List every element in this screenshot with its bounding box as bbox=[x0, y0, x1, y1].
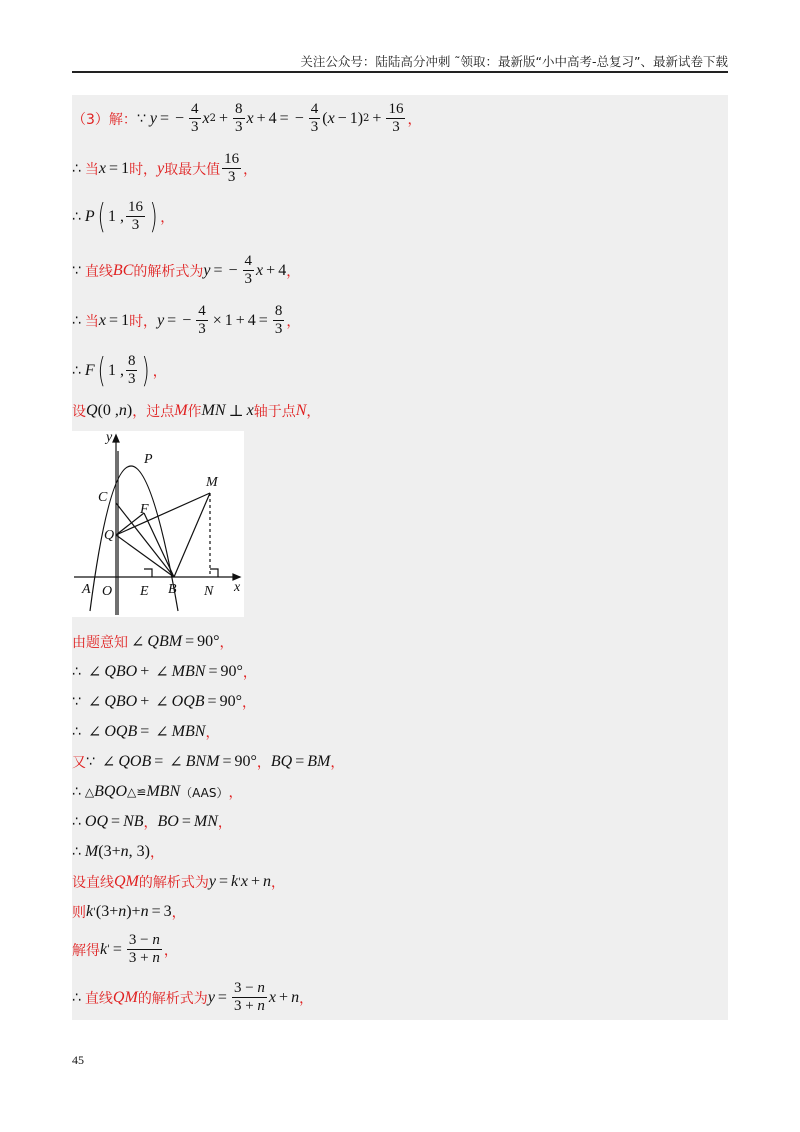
line-11: ∴ ∠ OQB = ∠ MBN ， bbox=[72, 723, 220, 741]
label-x: x bbox=[234, 580, 241, 595]
line-18: 解得 k ' = $\frac{3 - n}{3 + n}$ ， bbox=[72, 932, 178, 966]
line-16: 设直线 QM 的解析式为 y = k ' x + n ， bbox=[72, 873, 286, 891]
label-M: M bbox=[206, 475, 218, 490]
page-header bbox=[72, 52, 728, 72]
line-4: ∵ 直线 BC 的解析式为 y = − $\frac{4}{3}$ x + 4 ， bbox=[72, 253, 301, 287]
solution-panel bbox=[72, 95, 728, 1020]
line-19: ∴ 直线 QM 的解析式为 y = $\frac{3 - n}{3 + n}$ x + n ， bbox=[72, 980, 314, 1014]
label-B: B bbox=[168, 582, 177, 597]
because-symbol: ∵ bbox=[136, 110, 146, 127]
line-7: 设 Q (0 , n ) ，过点 M 作 MN ⊥ x 轴于点 N ， bbox=[72, 402, 321, 420]
label-A: A bbox=[82, 582, 91, 597]
line-15: ∴ M (3+ n , 3) ， bbox=[72, 843, 164, 861]
line-9: ∴ ∠ QBO + ∠ MBN = 90° ， bbox=[72, 663, 257, 681]
part-label: （3）解： bbox=[72, 111, 137, 128]
label-P: P bbox=[144, 452, 153, 467]
line-10: ∵ ∠ QBO + ∠ OQB = 90° ， bbox=[72, 693, 256, 711]
line-17: 则 k ' (3+ n )+ n = 3 ， bbox=[72, 903, 186, 921]
line-5: ∴ 当 x = 1 时， y = − $\frac{4}{3}$ × 1 + 4 = $\frac{8}{3}$ ， bbox=[72, 303, 301, 337]
header-rule bbox=[72, 71, 728, 73]
page-number: 45 bbox=[72, 1053, 84, 1067]
line-14: ∴ OQ = NB ， BO = MN ， bbox=[72, 813, 232, 831]
line-1: （3）解： ∵ y = − $\frac{4}{3}$ x 2 + $\frac{8}{3}$ x + 4 = − $\frac{4}{3}$ ( x − 1) 2 + $\frac{16}{3}$ ， bbox=[72, 101, 422, 135]
line-12: 又 ∵ ∠ QOB = ∠ BNM = 90° ， BQ = BM ， bbox=[72, 753, 345, 771]
label-F: F bbox=[140, 502, 149, 517]
line-13: ∴ △ BQO △≌ MBN （AAS） ， bbox=[72, 783, 243, 801]
line-2: ∴ 当 x = 1 时， y 取最大值 $\frac{16}{3}$ ， bbox=[72, 151, 258, 185]
label-y: y bbox=[106, 431, 113, 445]
label-N: N bbox=[204, 584, 214, 599]
line-3: ∴ P ( 1 , $\frac{16}{3}$ ) ， bbox=[72, 196, 175, 237]
line-8: 由题意知 ∠ QBM = 90° ， bbox=[72, 633, 234, 651]
header-text: 关注公众号：陆陆高分冲刺 ˜领取：最新版“小中高考-总复习”、最新试卷下载 bbox=[300, 54, 728, 69]
label-C: C bbox=[98, 490, 108, 505]
label-Q: Q bbox=[104, 528, 115, 543]
label-E: E bbox=[140, 584, 149, 599]
label-O: O bbox=[102, 584, 113, 599]
geometry-figure bbox=[72, 431, 244, 617]
line-6: ∴ F ( 1 , $\frac{8}{3}$ ) ， bbox=[72, 350, 167, 391]
coordinate-diagram bbox=[72, 431, 244, 617]
